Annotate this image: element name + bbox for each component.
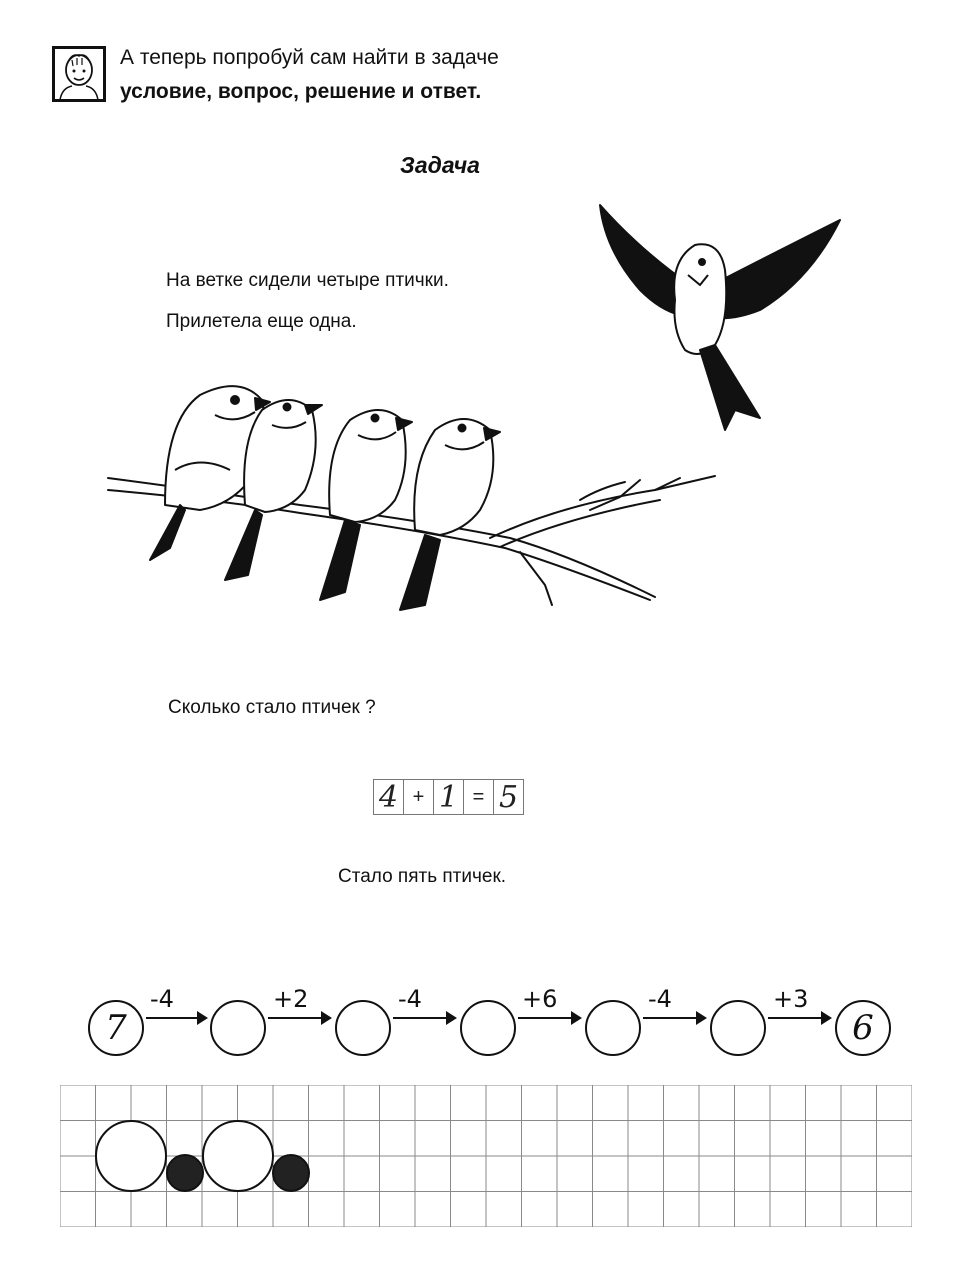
task-condition-line: Прилетела еще одна.	[166, 311, 357, 332]
chain-answer-circle[interactable]	[585, 1000, 641, 1056]
perched-bird-4	[400, 419, 500, 610]
task-title: Задача	[400, 152, 480, 178]
grid-pattern-area[interactable]	[60, 1085, 912, 1227]
chain-answer-circle[interactable]	[210, 1000, 266, 1056]
solution-cell: 4	[373, 779, 404, 815]
chain-operation: +6	[522, 985, 558, 1013]
chain-arrow	[518, 1017, 580, 1019]
chain-operation: -4	[398, 985, 422, 1013]
chain-end-circle: 6	[835, 1000, 891, 1056]
chain-arrow	[268, 1017, 330, 1019]
small-filled-circle	[273, 1155, 309, 1191]
chain-answer-circle[interactable]	[335, 1000, 391, 1056]
task-condition-line: На ветке сидели четыре птички.	[166, 270, 449, 291]
instruction-text: А теперь попробуй сам найти в задаче	[120, 46, 499, 69]
chain-arrow	[643, 1017, 705, 1019]
small-filled-circle	[167, 1155, 203, 1191]
birds-illustration	[0, 195, 967, 625]
big-empty-circle	[96, 1121, 166, 1191]
child-face-icon	[52, 46, 106, 102]
flying-bird	[600, 205, 840, 430]
chain-operation: -4	[150, 985, 174, 1013]
task-answer: Стало пять птичек.	[338, 866, 507, 887]
instruction-text-bold: условие, вопрос, решение и ответ.	[120, 80, 482, 103]
solution-cell: =	[463, 779, 494, 815]
big-empty-circle	[203, 1121, 273, 1191]
solution-equation	[374, 779, 524, 813]
solution-cell: +	[403, 779, 434, 815]
chain-answer-circle[interactable]	[460, 1000, 516, 1056]
chain-operation: +2	[273, 985, 309, 1013]
chain-arrow	[146, 1017, 206, 1019]
chain-arrow	[768, 1017, 830, 1019]
chain-arrow	[393, 1017, 455, 1019]
task-question: Сколько стало птичек ?	[168, 697, 376, 718]
chain-answer-circle[interactable]	[710, 1000, 766, 1056]
solution-cell: 1	[433, 779, 464, 815]
calculation-chain	[0, 985, 967, 1065]
chain-start-circle: 7	[88, 1000, 144, 1056]
chain-operation: +3	[773, 985, 809, 1013]
chain-operation: -4	[648, 985, 672, 1013]
perched-bird-3	[320, 410, 412, 600]
solution-cell: 5	[493, 779, 524, 815]
